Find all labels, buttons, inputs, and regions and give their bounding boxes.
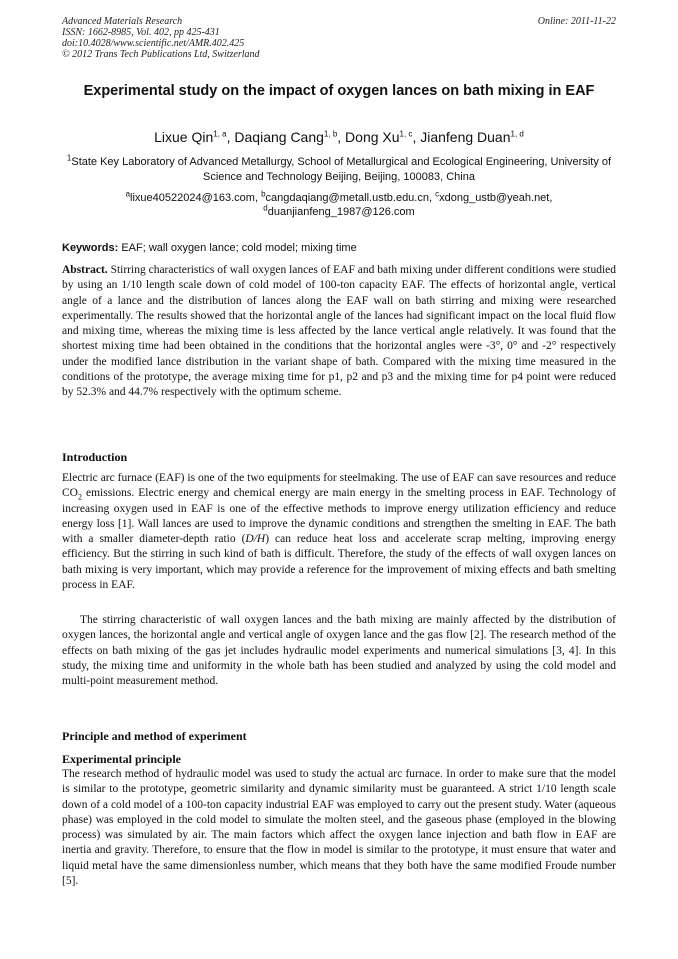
- dh-ratio: D/H: [245, 533, 266, 546]
- intro-text: Electric arc furnace (EAF) is one of the two equipments for steelmaking. The use of EAF can save resources and reduce CO: [62, 472, 616, 500]
- abstract-label: Abstract.: [62, 264, 108, 276]
- keywords-text: EAF; wall oxygen lance; cold model; mixing time: [121, 242, 357, 254]
- abstract-text: Stirring characteristics of wall oxygen lances of EAF and bath mixing under different conditions were studied by using an 1/10 length scale down of cold model of 100-ton capacity EAF. The effects of horizontal angle, vertical angle of a lance and the distribution of lances along the EAF wall on bath stirring and mixing were researched experimentally. The results showed that the horizontal angle of the lances had significant impact on the local fluid flow and mixing time, whereas the mixing time is less affected by the lance vertical angle relatively. It was found that the shortest mixing time had been obtained in the conditions that the horizontal angles were -3°, 0° and -2° respectively under the modified lance distribution in the variant shape of bath. Compared with the mixing time measured in the conditions of the prototype, the average mixing time for p1, p2 and p3 and the mixing time for p4 point were reduced by 52.3% and 44.7% respectively with the optimum scheme.: [62, 264, 616, 399]
- intro-text: emissions. Electric energy and chemical energy are main energy in the smelting process in EAF. Technology of increasing oxygen used in EAF is one of the effective methods to improve energy utilization efficiency and reduce energy loss [1]. Wall lances are used to improve the dynamic conditions and strengthen the smelting in EAF. The bath with a smaller diameter-depth ratio (: [62, 487, 616, 546]
- paper-title: Experimental study on the impact of oxygen lances on bath mixing in EAF: [83, 83, 595, 99]
- author-sup: 1, a: [213, 129, 227, 139]
- email-sup: c: [435, 189, 440, 199]
- online-date: Online: 2011-11-22: [537, 16, 616, 27]
- email-sup: a: [125, 189, 131, 199]
- section-heading-principle: Principle and method of experiment: [62, 729, 247, 743]
- author-sup: 1, c: [399, 129, 413, 139]
- introduction-paragraph-1: [62, 471, 616, 593]
- issn-line: ISSN: 1662-8985, Vol. 402, pp 425-431: [62, 27, 220, 38]
- email-list: $^a$lixue40522024@163.com, $^b$cangdaqiang@metall.ustb.edu.cn, $^c$xdong_ustb@yeah.net, $^d$duanjianfeng_1987@126.com: [125, 189, 553, 218]
- copyright-line: © 2012 Trans Tech Publications Ltd, Switzerland: [62, 49, 260, 60]
- abstract: [62, 263, 616, 401]
- affiliation: [62, 155, 616, 185]
- section-heading-introduction: Introduction: [62, 450, 128, 464]
- author-name: Dong Xu: [345, 129, 400, 145]
- author-name: Jianfeng Duan: [420, 129, 511, 145]
- email-sup: b: [261, 189, 266, 199]
- email-sup: d: [263, 203, 268, 213]
- affiliation-text: State Key Laboratory of Advanced Metallurgy, School of Metallurgical and Ecological Engineering, University of Science and Technology Beijing, Beijing, 100083, China: [71, 156, 612, 183]
- author-sup: 1, d: [510, 129, 524, 139]
- keywords: [62, 241, 616, 255]
- subsection-heading-principle: Experimental principle: [62, 752, 181, 766]
- co2-subscript: 2: [77, 492, 82, 502]
- author-name: Daqiang Cang: [234, 129, 324, 145]
- doi-line: doi:10.4028/www.scientific.net/AMR.402.425: [62, 38, 245, 49]
- intro-text: ) can reduce heat loss and accelerate scrap melting, improving energy efficiency. But the stirring in such kind of bath is difficult. Therefore, the study of the effects of wall oxygen lances on bath mixing is very important, which may provide a reference for the improvement of mixing effects and bath smelting process in EAF.: [62, 533, 616, 592]
- keywords-label: Keywords:: [62, 242, 119, 254]
- journal-name: Advanced Materials Research: [62, 16, 183, 27]
- introduction-paragraph-2: The stirring characteristic of wall oxygen lances and the bath mixing are mainly affected by the distribution of oxygen lances, the horizontal angle and vertical angle of oxygen lance and the gas flow [2]. The research method of the effects on bath mixing of the gas jet includes hydraulic model experiments and numerical simulations [3, 4]. In this study, the mixing time and uniformity in the whole bath has been studied and analyzed by using the cold model and multi-point measurement method.: [62, 614, 616, 688]
- affiliation-sup: 1: [66, 153, 72, 163]
- author-name: Lixue Qin: [154, 129, 214, 145]
- email-address[interactable]: xdong_ustb@yeah.net: [439, 192, 550, 204]
- email-address[interactable]: cangdaqiang@metall.ustb.edu.cn: [265, 192, 429, 204]
- author-list: Lixue Qin$^{1, a}$, Daqiang Cang$^{1, b}$, Dong Xu$^{1, c}$, Jianfeng Duan$^{1, d}$: [154, 129, 524, 145]
- email-address[interactable]: duanjianfeng_1987@126.com: [267, 206, 415, 218]
- principle-paragraph-1: The research method of hydraulic model was used to study the actual arc furnace. In order to make sure that the model is similar to the prototype, geometric similarity and dynamic similarity must be guaranteed. A strict 1/10 length scale down of a cold model of a 100-ton capacity industrial EAF was employed to carry out the present study. Water (aqueous phase) was employed in the cold model to simulate the molten steel, and the gaseous phase (employed in the blowing process) was simulated by air. The main factors which affect the oxygen lance injection and bath flow in EAF are inertia and gravity. Therefore, to ensure that the flow in model is similar to the prototype, it must ensure that water and liquid metal have the same dimensionless number, which means that they both have the same modified Froude number [5].: [62, 768, 616, 888]
- journal-header: [62, 16, 260, 60]
- author-sup: 1, b: [323, 129, 338, 139]
- email-address[interactable]: lixue40522024@163.com: [130, 192, 255, 204]
